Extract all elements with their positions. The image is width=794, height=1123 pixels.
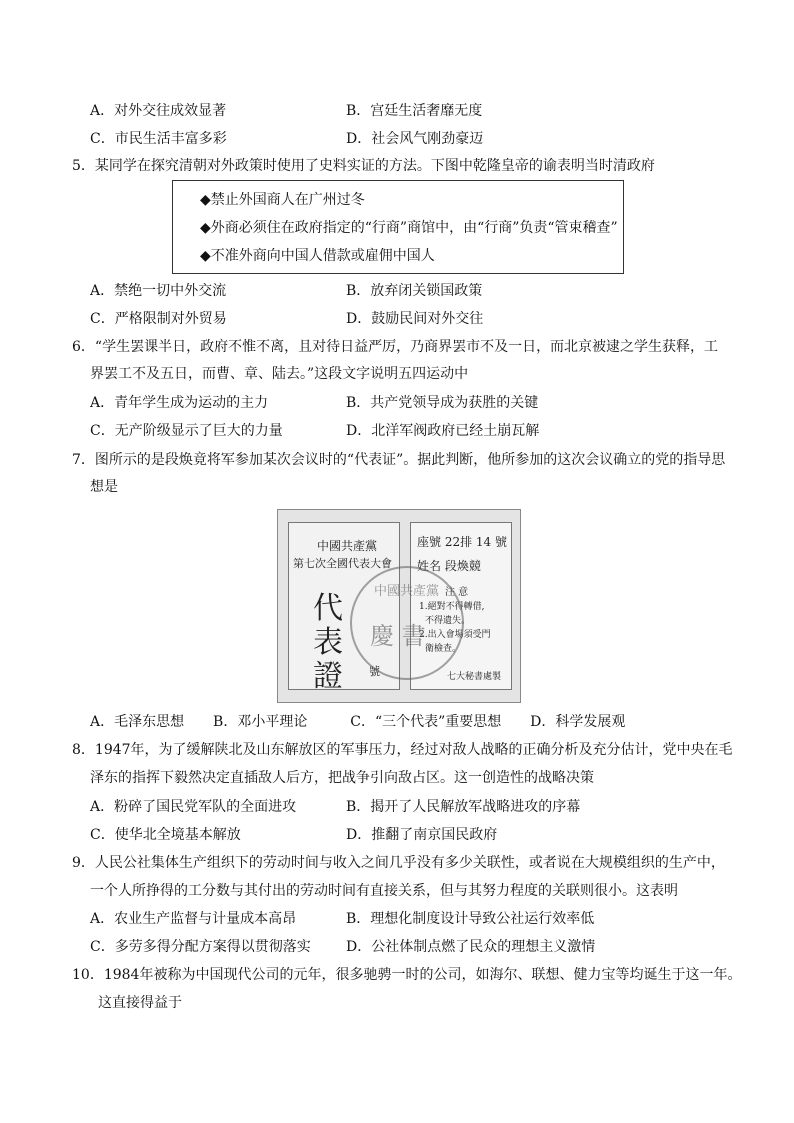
q8-option-d: D．推翻了南京国民政府 bbox=[346, 827, 498, 843]
q9-option-d: D．公社体制点燃了民众的理想主义激情 bbox=[346, 939, 596, 955]
q7-stem-line-1: 7．图所示的是段焕竟将军参加某次会议时的“代表证”。据此判断，他所参加的这次会议确立的党的指导思 bbox=[72, 452, 726, 468]
q7-option-b: B．邓小平理论 bbox=[213, 714, 308, 730]
delegate-card-image bbox=[277, 509, 521, 703]
q5-edict-box bbox=[172, 180, 624, 274]
q6-stem-line-1: 6．“学生罢课半日，政府不惟不离，且对待日益严厉，乃商界罢市不及一日，而北京被逮之学生获释，工 bbox=[72, 339, 719, 355]
card-notice-title: 注 意 bbox=[445, 587, 469, 598]
q9-options-row2 bbox=[90, 936, 602, 956]
q8-options-row2 bbox=[90, 824, 602, 844]
q6-stem-line-2: 界罢工不及五日，而曹、章、陆去。”这段文字说明五四运动中 bbox=[90, 366, 469, 382]
q5-options-row2 bbox=[90, 308, 602, 328]
q5-option-b: B．放弃闭关锁国政策 bbox=[346, 283, 483, 299]
card-notice-line-3: 2.出入會場須受門 bbox=[419, 630, 491, 640]
card-name: 姓名 段煥競 bbox=[417, 559, 481, 573]
q9-option-c: C．多劳多得分配方案得以贯彻落实 bbox=[90, 939, 311, 955]
q7-stem-line-2: 想是 bbox=[90, 479, 118, 495]
q4-options-row2 bbox=[90, 128, 602, 148]
q8-stem-line-2: 泽东的指挥下毅然决定直插敌人后方，把战争引向敌占区。这一创造性的战略决策 bbox=[90, 770, 594, 786]
q5-option-d: D．鼓励民间对外交往 bbox=[346, 311, 484, 327]
q8-option-a: A．粉碎了国民党军队的全面进攻 bbox=[90, 799, 297, 815]
q4-option-c: C．市民生活丰富多彩 bbox=[90, 131, 227, 147]
card-small-label: 號 bbox=[369, 665, 380, 678]
q4-option-b: B．宫廷生活奢靡无度 bbox=[346, 103, 483, 119]
card-big-char-3: 證 bbox=[313, 659, 343, 694]
q10-stem-line-1: 10．1984年被称为中国现代公司的元年，很多驰骋一时的公司，如海尔、联想、健力宝等均诞生于这一年。 bbox=[72, 967, 742, 983]
q8-option-b: B．揭开了人民解放军战略进攻的序幕 bbox=[346, 799, 581, 815]
q7-options bbox=[90, 712, 625, 732]
card-stamp-text-middle: 慶 書 bbox=[370, 622, 426, 650]
q5-option-a: A．禁绝一切中外交流 bbox=[90, 283, 227, 299]
q7-option-a: A．毛泽东思想 bbox=[90, 714, 185, 730]
q4-option-d: D．社会风气刚劲豪迈 bbox=[346, 131, 484, 147]
card-big-char-2: 表 bbox=[313, 625, 343, 660]
q5-edict-line-1: ◆禁止外国商人在广州过冬 bbox=[200, 192, 365, 208]
q9-option-a: A．农业生产监督与计量成本高昂 bbox=[90, 911, 297, 927]
card-notice-line-2: 不得遺失。 bbox=[425, 616, 471, 626]
q6-options-row1 bbox=[90, 392, 602, 412]
card-header-line-1: 中國共產黨 bbox=[317, 539, 378, 553]
q5-stem: 5．某同学在探究清朝对外政策时使用了史料实证的方法。下图中乾隆皇帝的谕表明当时清政府 bbox=[72, 158, 655, 174]
q6-options-row2 bbox=[90, 420, 602, 440]
q5-option-c: C．严格限制对外贸易 bbox=[90, 311, 227, 327]
q9-stem-line-2: 一个人所挣得的工分数与其付出的劳动时间有直接关系，但与其努力程度的关联则很小。这表明 bbox=[90, 883, 678, 899]
card-stamp-text-top: 中國共產黨 bbox=[374, 584, 440, 599]
q7-option-d: D．科学发展观 bbox=[530, 714, 626, 730]
q9-options-row1 bbox=[90, 908, 602, 928]
card-header-line-2: 第七次全國代表大會 bbox=[293, 557, 392, 570]
card-big-char-1: 代 bbox=[313, 591, 343, 626]
q6-option-a: A．青年学生成为运动的主力 bbox=[90, 395, 269, 411]
q10-stem-line-2: 这直接得益于 bbox=[98, 995, 182, 1011]
q4-option-a: A．对外交往成效显著 bbox=[90, 103, 227, 119]
q6-option-c: C．无产阶级显示了巨大的力量 bbox=[90, 423, 283, 439]
q5-edict-line-3: ◆不准外商向中国人借款或雇佣中国人 bbox=[200, 248, 435, 264]
q5-edict-line-2: ◆外商必须住在政府指定的“行商”商馆中，由“行商”负责“管束稽查” bbox=[200, 220, 618, 236]
card-seat: 座號 22排 14 號 bbox=[417, 535, 507, 549]
q5-options-row1 bbox=[90, 280, 602, 300]
q6-option-b: B．共产党领导成为获胜的关键 bbox=[346, 395, 539, 411]
card-issuer: 七大秘書處製 bbox=[447, 672, 502, 682]
q6-option-d: D．北洋军阀政府已经土崩瓦解 bbox=[346, 423, 540, 439]
q8-options-row1 bbox=[90, 796, 602, 816]
q8-stem-line-1: 8．1947年，为了缓解陕北及山东解放区的军事压力，经过对敌人战略的正确分析及充分估计，党中央在毛 bbox=[72, 742, 733, 758]
q4-options-row1 bbox=[90, 100, 602, 120]
q7-option-c: C．“三个代表”重要思想 bbox=[350, 714, 502, 730]
q9-stem-line-1: 9．人民公社集体生产组织下的劳动时间与收入之间几乎没有多少关联性，或者说在大规模组织的生产中， bbox=[72, 855, 725, 871]
q8-option-c: C．使华北全境基本解放 bbox=[90, 827, 241, 843]
q9-option-b: B．理想化制度设计导致公社运行效率低 bbox=[346, 911, 595, 927]
card-notice-line-1: 1.絕對不得轉借, bbox=[419, 602, 485, 612]
card-notice-line-4: 衛檢查。 bbox=[425, 644, 462, 654]
